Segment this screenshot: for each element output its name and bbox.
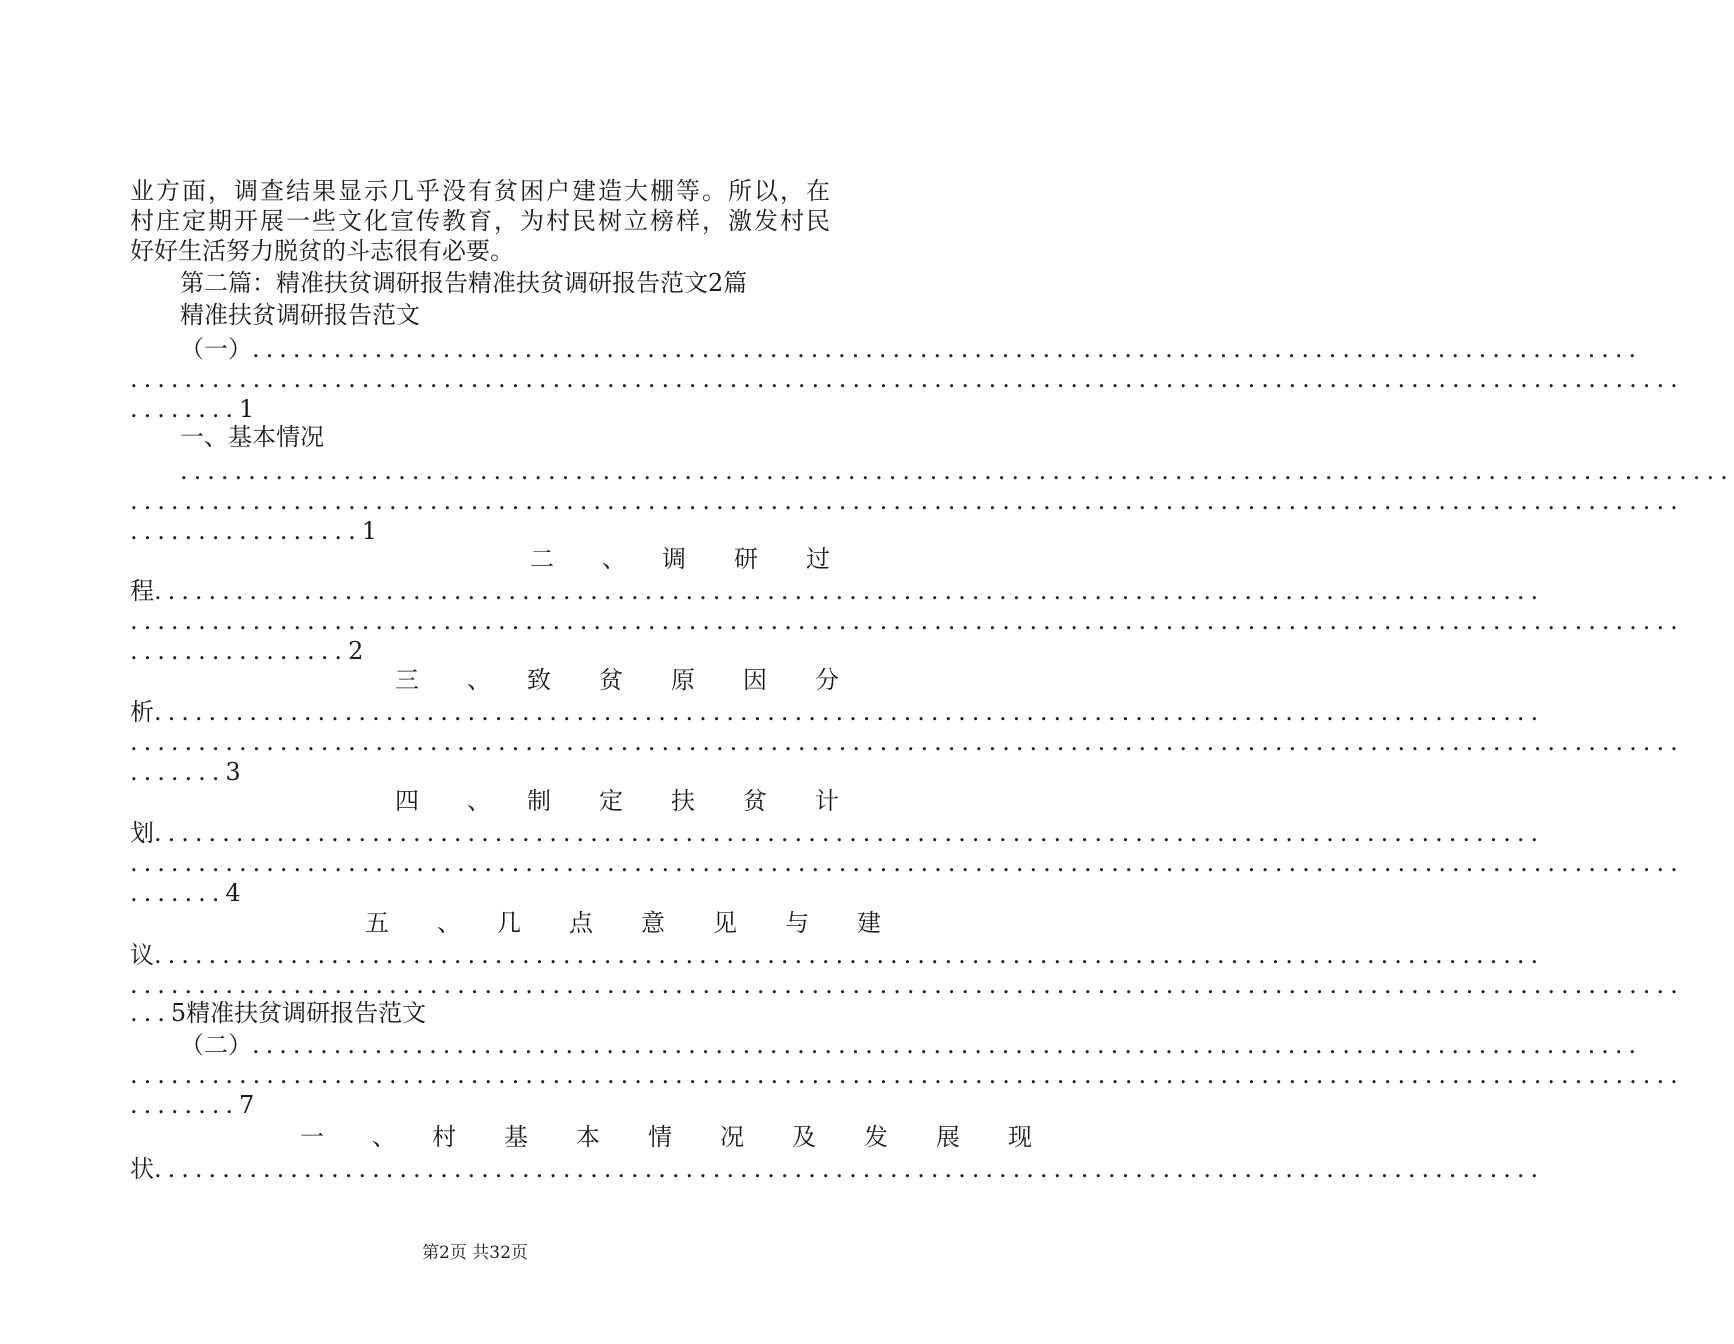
toc-page-number: 1 xyxy=(361,517,377,545)
toc-part1-label: （一） xyxy=(180,335,252,363)
toc-leader-dots: .................................................................................................................. xyxy=(130,607,1684,635)
toc-leader-dots: .................................................................................................................. xyxy=(130,971,1684,999)
toc-item-2-head: 二 、 调 研 过 xyxy=(530,545,830,573)
toc-part2-label: （二） xyxy=(180,1031,252,1059)
toc-leader-dots: ................ xyxy=(130,637,349,665)
toc-entry-item2 xyxy=(130,576,1545,606)
toc-leader-dots: .................................................................................................................. xyxy=(130,728,1684,756)
toc-entry-part1 xyxy=(130,334,1643,364)
toc-leader-dots: ... xyxy=(130,999,171,1027)
toc-leader-dots: ...................................................................................................... xyxy=(154,698,1545,726)
toc-leader-dots: ...................................................................................................... xyxy=(252,335,1643,363)
toc-leader-dots: ....... xyxy=(130,879,226,907)
toc-leader-dots: .................................................................................................................. xyxy=(180,457,1734,485)
toc-entry-item5 xyxy=(130,940,1545,970)
section-heading: 第二篇：精准扶贫调研报告精准扶贫调研报告范文2篇 xyxy=(180,269,748,297)
toc-leader-dots: ........ xyxy=(130,1091,240,1119)
toc-entry-end xyxy=(130,878,830,908)
toc-item-3-tail: 析 xyxy=(130,698,154,726)
toc-page-number: 4 xyxy=(225,879,241,907)
toc-entry-part2-item1 xyxy=(130,1154,1545,1184)
toc-page-number: 3 xyxy=(225,758,241,786)
toc-item-4-head: 四 、 制 定 扶 贫 计 xyxy=(395,787,839,815)
toc-leader-dots: .................................................................................................................. xyxy=(130,365,1684,393)
toc-entry-item3 xyxy=(130,697,1545,727)
toc-leader-dots: ...................................................................................................... xyxy=(154,577,1545,605)
toc-report-title: 精准扶贫调研报告范文 xyxy=(180,301,420,329)
paragraph-line: 村庄定期开展一些文化宣传教育，为村民树立榜样，激发村民 xyxy=(130,207,830,235)
toc-leader-dots: ...................................................................................................... xyxy=(154,819,1545,847)
page-footer: 第2页 共32页 xyxy=(422,1243,528,1263)
toc-item-5-head: 五 、 几 点 意 见 与 建 xyxy=(365,909,881,937)
paragraph-line: 好好生活努力脱贫的斗志很有必要。 xyxy=(130,237,514,265)
toc-leader-dots: ...................................................................................................... xyxy=(252,1031,1643,1059)
toc-leader-dots: ................. xyxy=(130,517,362,545)
toc-page-number: 2 xyxy=(348,637,364,665)
toc-page-number: 1 xyxy=(239,395,255,423)
toc-part2-item-1-tail: 状 xyxy=(130,1155,154,1183)
toc-entry-end xyxy=(130,1090,830,1120)
toc-part2-item-1-head: 一 、 村 基 本 情 况 及 发 展 现 xyxy=(300,1123,1032,1151)
toc-item-1-label: 一、基本情况 xyxy=(180,423,324,451)
toc-entry-end xyxy=(130,998,830,1028)
toc-entry-part2 xyxy=(130,1030,1643,1060)
toc-entry-end xyxy=(130,636,830,666)
toc-leader-dots: ........ xyxy=(130,395,240,423)
toc-item-2-tail: 程 xyxy=(130,577,154,605)
toc-leader-dots: .................................................................................................................. xyxy=(130,1061,1684,1089)
toc-page-number: 5 xyxy=(170,999,187,1027)
toc-entry-item4 xyxy=(130,818,1545,848)
toc-item-3-head: 三 、 致 贫 原 因 分 xyxy=(395,666,839,694)
toc-leader-dots: ....... xyxy=(130,758,226,786)
toc-entry-end xyxy=(130,516,830,546)
toc-item-5-tail: 议 xyxy=(130,941,154,969)
toc-leader-dots: ...................................................................................................... xyxy=(154,941,1545,969)
toc-item-4-tail: 划 xyxy=(130,819,154,847)
toc-leader-dots: .................................................................................................................. xyxy=(130,487,1684,515)
toc-part2-title: 精准扶贫调研报告范文 xyxy=(186,999,427,1027)
toc-leader-dots: .................................................................................................................. xyxy=(130,849,1684,877)
toc-page-number: 7 xyxy=(239,1091,255,1119)
toc-leader-dots: ...................................................................................................... xyxy=(154,1155,1545,1183)
paragraph-line: 业方面，调查结果显示几乎没有贫困户建造大棚等。所以，在 xyxy=(130,177,830,205)
toc-entry-end xyxy=(130,394,830,424)
toc-entry-end xyxy=(130,757,830,787)
